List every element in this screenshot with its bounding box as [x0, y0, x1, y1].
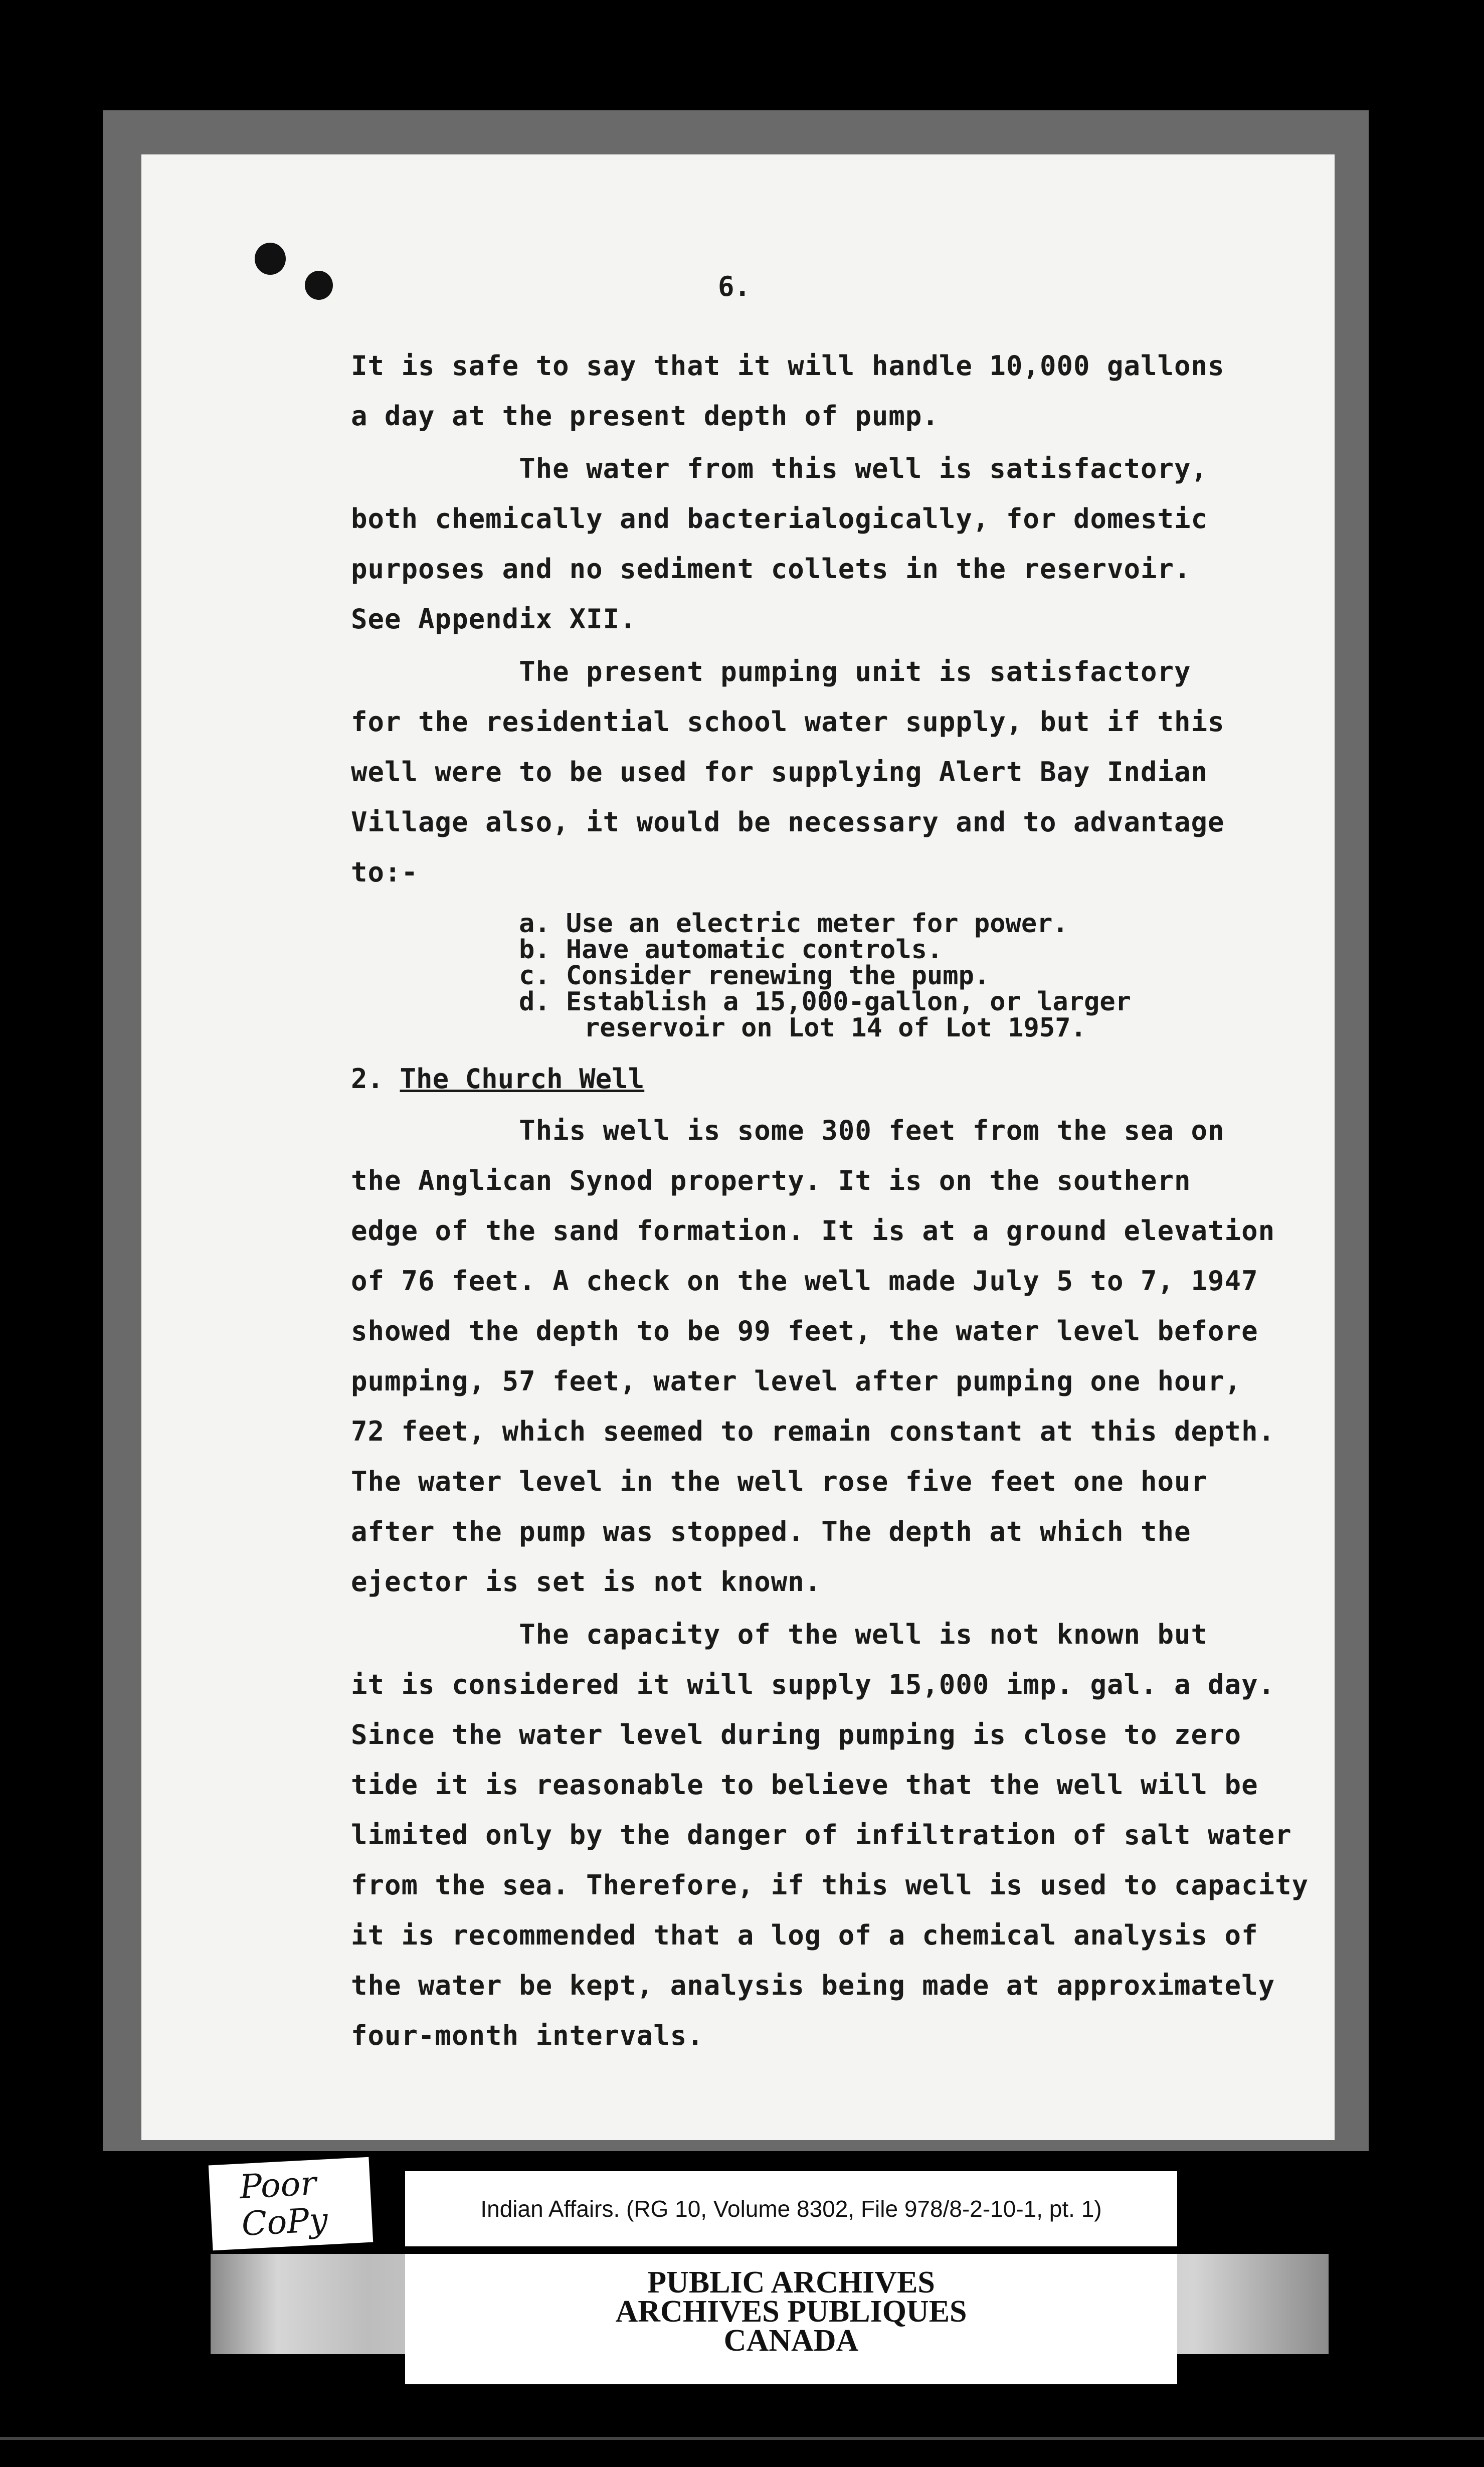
list-item: b. Have automatic controls. — [519, 935, 943, 965]
text-line: both chemically and bacterialogically, for domestic — [351, 503, 1208, 535]
text-line: Since the water level during pumping is close to zero — [351, 1719, 1242, 1750]
text-line: It is safe to say that it will handle 10,000 gallons — [351, 350, 1225, 382]
recommendation-list — [519, 911, 1131, 1041]
text-line: ejector is set is not known. — [351, 1566, 822, 1598]
text-line: edge of the sand formation. It is at a ground elevation — [351, 1215, 1275, 1247]
text-line: showed the depth to be 99 feet, the water level before — [351, 1315, 1258, 1347]
text-line: the water be kept, analysis being made at approximately — [351, 1970, 1275, 2001]
text-line: tide it is reasonable to believe that the well will be — [351, 1769, 1258, 1801]
text-line: Village also, it would be necessary and to advantage — [351, 806, 1225, 838]
punch-hole — [305, 271, 333, 300]
list-item: d. Establish a 15,000-gallon, or larger — [519, 987, 1131, 1017]
list-item-continuation: reservoir on Lot 14 of Lot 1957. — [584, 1013, 1086, 1043]
text-line: a day at the present depth of pump. — [351, 400, 939, 432]
list-item: c. Consider renewing the pump. — [519, 961, 990, 991]
text-line: The water from this well is satisfactory, — [351, 453, 1208, 484]
archive-line: PUBLIC ARCHIVES — [647, 2265, 935, 2300]
text-line: the Anglican Synod property. It is on the southern — [351, 1165, 1191, 1196]
poor-copy-line: CoPy — [240, 2200, 329, 2244]
section-number: 2. — [351, 1063, 384, 1095]
punch-hole — [255, 243, 286, 275]
list-item: a. Use an electric meter for power. — [519, 909, 1068, 939]
poor-copy-label — [209, 2157, 373, 2251]
archive-line: CANADA — [723, 2324, 859, 2358]
section-title: The Church Well — [400, 1063, 645, 1095]
divider — [0, 2437, 1484, 2440]
text-line: This well is some 300 feet from the sea on — [351, 1115, 1225, 1146]
archive-line: ARCHIVES PUBLIQUES — [615, 2295, 967, 2329]
text-line: it is considered it will supply 15,000 imp. gal. a day. — [351, 1669, 1275, 1700]
text-line: The capacity of the well is not known but — [351, 1619, 1208, 1650]
text-line: pumping, 57 feet, water level after pumping one hour, — [351, 1365, 1242, 1397]
text-line: to:- — [351, 856, 419, 888]
text-line: for the residential school water supply, but if this — [351, 706, 1225, 738]
page-number: 6. — [718, 271, 751, 302]
text-line: of 76 feet. A check on the well made July 5 to 7, 1947 — [351, 1265, 1258, 1297]
text-line: from the sea. Therefore, if this well is used to capacity — [351, 1869, 1309, 1901]
text-line: well were to be used for supplying Alert Bay Indian — [351, 756, 1208, 788]
text-line: purposes and no sediment collets in the reservoir. — [351, 553, 1191, 585]
reference-label: Indian Affairs. (RG 10, Volume 8302, File 978/8-2-10-1, pt. 1) — [405, 2171, 1177, 2246]
text-line: See Appendix XII. — [351, 603, 637, 635]
section-heading — [351, 1063, 644, 1095]
text-line: 72 feet, which seemed to remain constant at this depth. — [351, 1416, 1275, 1447]
text-line: it is recommended that a log of a chemical analysis of — [351, 1919, 1258, 1951]
text-line: The water level in the well rose five feet one hour — [351, 1466, 1208, 1497]
poor-copy-line: Poor — [239, 2164, 317, 2207]
text-line: The present pumping unit is satisfactory — [351, 656, 1191, 687]
text-line: limited only by the danger of infiltration of salt water — [351, 1819, 1292, 1851]
text-line: four-month intervals. — [351, 2020, 704, 2051]
archive-stamp — [405, 2254, 1177, 2384]
text-line: after the pump was stopped. The depth at which the — [351, 1516, 1191, 1547]
